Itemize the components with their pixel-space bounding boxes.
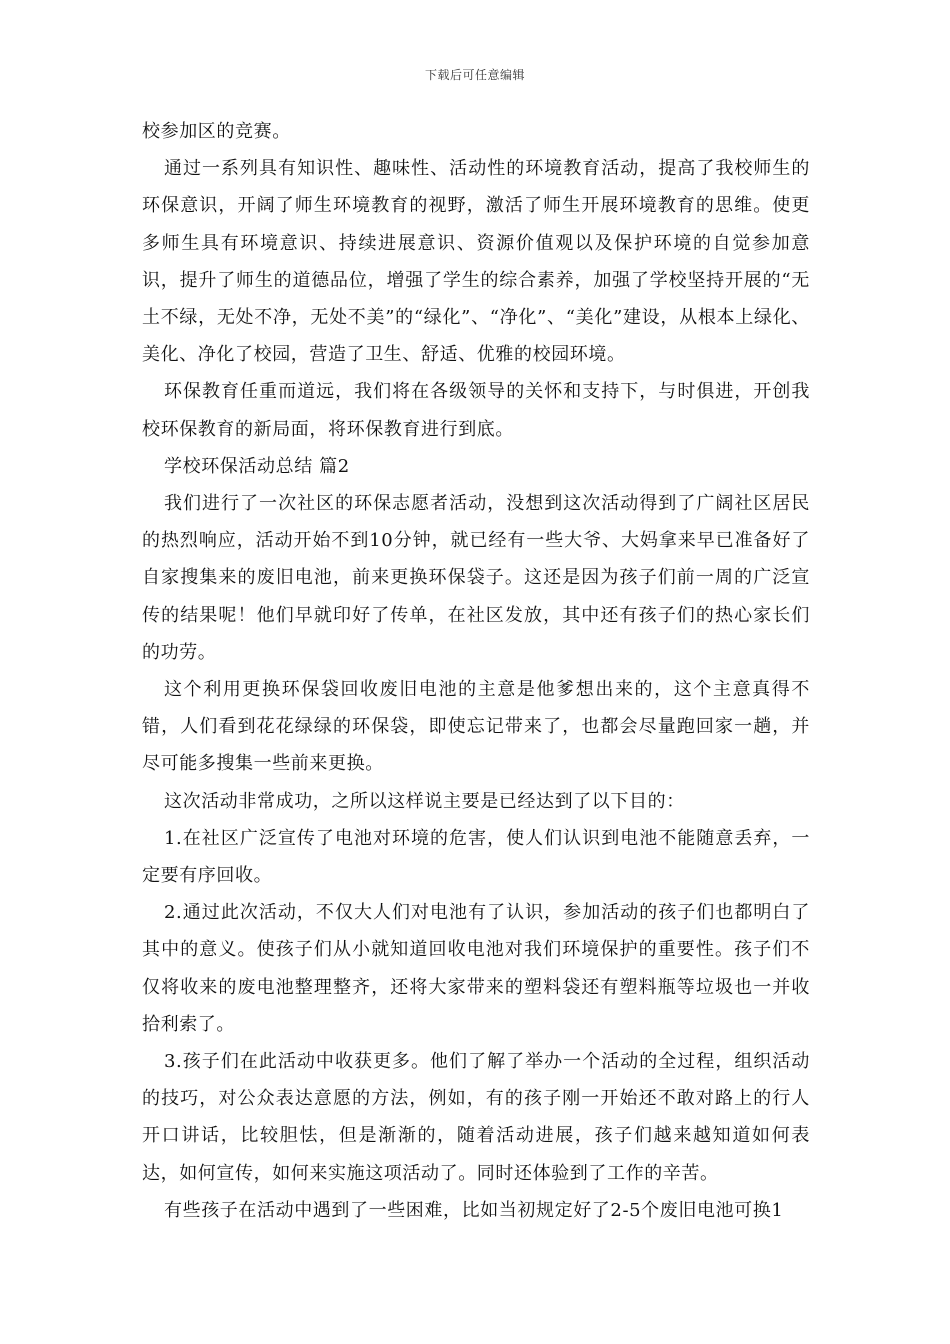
page-header: 下载后可任意编辑: [424, 68, 525, 82]
document-body: [142, 113, 810, 1229]
paragraph: 通过一系列具有知识性、趣味性、活动性的环境教育活动，提高了我校师生的环保意识，开阔了师生环境教育的视野，激活了师生开展环境教育的思维。使更多师生具有环境意识、持续进展意识、资源价值观以及保护环境的自觉参加意识，提升了师生的道德品位，增强了学生的综合素养，加强了学校坚持开展的“无土不绿，无处不净，无处不美”的“绿化”、“净化”、“美化”建设，从根本上绿化、美化、净化了校园，营造了卫生、舒适、优雅的校园环境。: [142, 158, 810, 366]
paragraph: 这个利用更换环保袋回收废旧电池的主意是他爹想出来的，这个主意真得不错，人们看到花花绿绿的环保袋，即使忘记带来了，也都会尽量跑回家一趟，并尽可能多搜集一些前来更换。: [142, 679, 810, 775]
paragraph: 我们进行了一次社区的环保志愿者活动，没想到这次活动得到了广阔社区居民的热烈响应，活动开始不到10分钟，就已经有一些大爷、大妈拿来早已准备好了自家搜集来的废旧电池，前来更换环保袋子。这还是因为孩子们前一周的广泛宣传的结果呢！他们早就印好了传单，在社区发放，其中还有孩子们的热心家长们的功劳。: [142, 493, 810, 663]
paragraph: 环保教育任重而道远，我们将在各级领导的关怀和支持下，与时俱进，开创我校环保教育的新局面，将环保教育进行到底。: [142, 381, 810, 440]
list-item: 2.通过此次活动，不仅大人们对电池有了认识，参加活动的孩子们也都明白了其中的意义。使孩子们从小就知道回收电池对我们环境保护的重要性。孩子们不仅将收来的废电池整理整齐，还将大家带来的塑料袋还有塑料瓶等垃圾也一并收拾利索了。: [142, 902, 810, 1035]
paragraph: 有些孩子在活动中遇到了一些困难，比如当初规定好了2-5个废旧电池可换1: [164, 1199, 784, 1221]
list-item: 1.在社区广泛宣传了电池对环境的危害，使人们认识到电池不能随意丢弃，一定要有序回收。: [142, 827, 810, 887]
paragraph: 这次活动非常成功，之所以这样说主要是已经达到了以下目的：: [164, 790, 685, 812]
paragraph: 校参加区的竞赛。: [142, 121, 291, 142]
section-heading: 学校环保活动总结 篇2: [164, 455, 350, 477]
list-item: 3.孩子们在此活动中收获更多。他们了解了举办一个活动的全过程，组织活动的技巧，对公众表达意愿的方法，例如，有的孩子刚一开始还不敢对路上的行人开口讲话，比较胆怯，但是渐渐的，随着活动进展，孩子们越来越知道如何表达，如何宣传，如何来实施这项活动了。同时还体验到了工作的辛苦。: [142, 1051, 810, 1184]
